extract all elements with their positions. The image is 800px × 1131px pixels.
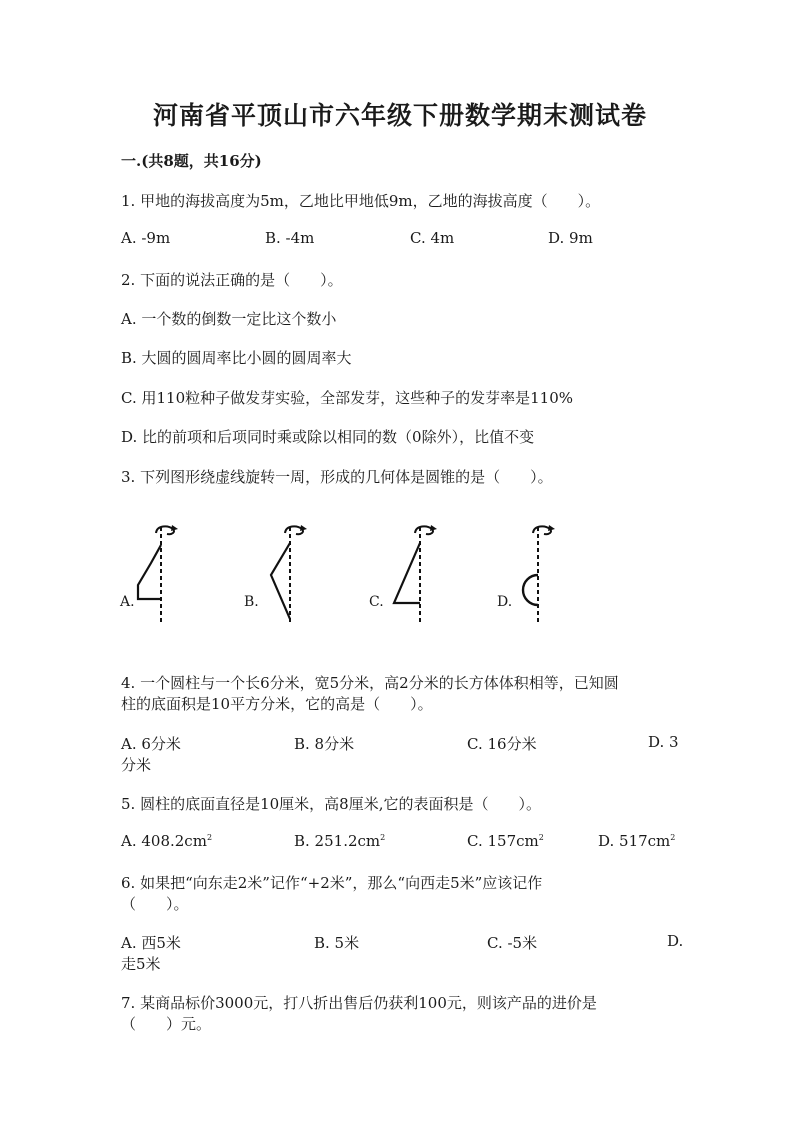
question-5-option-d[interactable]	[598, 832, 675, 850]
question-4-option-d-wrap: 分米	[121, 756, 152, 774]
rotation-figures	[110, 515, 570, 630]
question-7-stem-line1: 7. 某商品标价3000元，打八折出售后仍获利100元，则该产品的进价是	[121, 994, 597, 1012]
question-6-option-c[interactable]: C. -5米	[487, 934, 538, 952]
unit-superscript: 2	[206, 833, 213, 842]
question-5-option-a-text: A. 408.2cm	[121, 832, 207, 850]
question-5-stem: 5. 圆柱的底面直径是10厘米，高8厘米,它的表面积是（ ）。	[121, 795, 541, 813]
question-5-option-a[interactable]	[121, 832, 212, 850]
page-title: 河南省平顶山市六年级下册数学期末测试卷	[152, 101, 647, 130]
question-2-option-b[interactable]: B. 大圆的圆周率比小圆的圆周率大	[121, 349, 352, 367]
question-7-stem-line2: （ ）元。	[121, 1015, 212, 1033]
question-2-option-c[interactable]: C. 用110粒种子做发芽实验，全部发芽，这些种子的发芽率是110%	[121, 389, 573, 407]
question-4-option-b[interactable]: B. 8分米	[294, 735, 355, 753]
question-2-option-d[interactable]: D. 比的前项和后项同时乘或除以相同的数（0除外），比值不变	[121, 428, 535, 446]
question-4-option-a[interactable]: A. 6分米	[121, 735, 181, 753]
question-2-option-a[interactable]: A. 一个数的倒数一定比这个数小	[121, 310, 337, 328]
figure-a-label: A.	[120, 594, 135, 610]
question-6-stem-line2: （ ）。	[121, 895, 189, 913]
question-3-stem: 3. 下列图形绕虚线旋转一周，形成的几何体是圆锥的是（ ）。	[121, 468, 553, 486]
question-6-stem-line1: 6. 如果把“向东走2米”记作“+2米”，那么“向西走5米”应该记作	[121, 874, 543, 892]
figure-b-label: B.	[244, 594, 259, 610]
figure-d-label: D.	[497, 594, 513, 610]
question-6-option-d[interactable]: D.	[667, 932, 684, 950]
question-4-stem-line1: 4. 一个圆柱与一个长6分米，宽5分米，高2分米的长方体体积相等，已知圆	[121, 674, 619, 692]
question-1-stem: 1. 甲地的海拔高度为5m，乙地比甲地低9m，乙地的海拔高度（ ）。	[121, 192, 601, 210]
question-4-option-d[interactable]: D. 3	[648, 733, 679, 751]
question-2-stem: 2. 下面的说法正确的是（ ）。	[121, 271, 343, 289]
question-1-option-c[interactable]: C. 4m	[410, 229, 455, 247]
question-1-option-b[interactable]: B. -4m	[265, 229, 315, 247]
question-6-option-b[interactable]: B. 5米	[314, 934, 360, 952]
unit-superscript: 2	[538, 833, 544, 842]
question-4-stem-line2: 柱的底面积是10平方分米，它的高是（ ）。	[121, 695, 433, 713]
section-heading: 一.(共8题，共16分)	[121, 152, 262, 170]
question-6-option-d-wrap: 走5米	[121, 955, 161, 973]
figure-c[interactable]	[369, 525, 437, 625]
question-1-option-a[interactable]: A. -9m	[121, 229, 171, 247]
unit-superscript: 2	[380, 833, 386, 842]
question-1-option-d[interactable]: D. 9m	[548, 229, 593, 247]
question-5-option-b-text: B. 251.2cm	[294, 832, 381, 850]
unit-superscript: 2	[670, 833, 676, 842]
question-5-option-b[interactable]	[294, 832, 385, 850]
figure-d[interactable]	[497, 525, 555, 625]
question-5-option-d-text: D. 517cm	[598, 832, 671, 850]
figure-c-label: C.	[369, 594, 384, 610]
rotation-figures-svg	[110, 515, 570, 630]
figure-b[interactable]	[244, 525, 307, 625]
question-6-option-a[interactable]: A. 西5米	[121, 934, 181, 952]
question-4-option-c[interactable]: C. 16分米	[467, 735, 537, 753]
question-5-option-c-text: C. 157cm	[467, 832, 539, 850]
figure-a[interactable]	[119, 525, 178, 625]
question-5-option-c[interactable]	[467, 832, 544, 850]
